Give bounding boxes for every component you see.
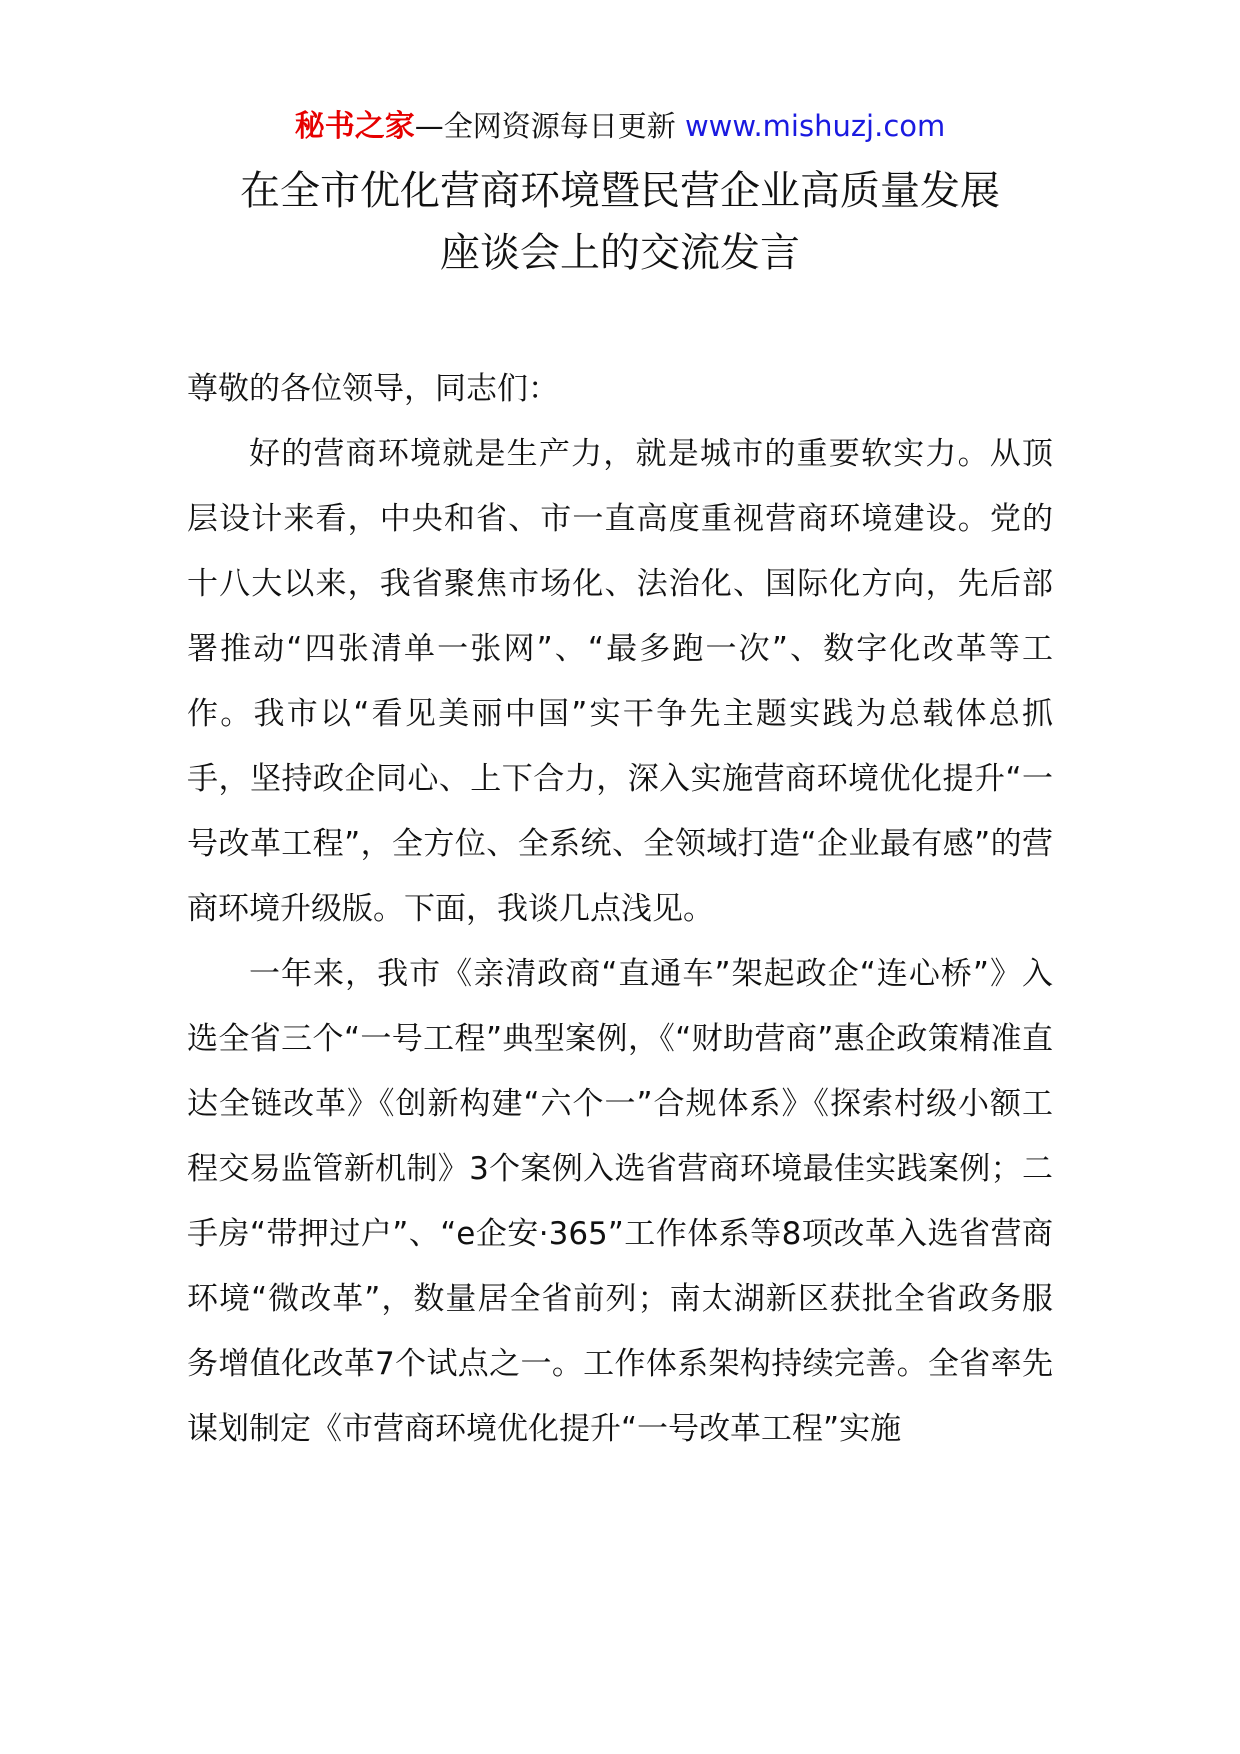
header-tagline: —全网资源每日更新 [414, 109, 676, 143]
document-body [187, 357, 1053, 1462]
title-line-2: 座谈会上的交流发言 [440, 230, 800, 276]
document-title [0, 160, 1240, 284]
brand-name: 秘书之家 [294, 109, 415, 144]
salutation: 尊敬的各位领导，同志们： [187, 371, 559, 407]
paragraph-2: 一年来，我市《亲清政商“直通车”架起政企“连心桥”》入选全省三个“一号工程”典型案例，《“财助营商”惠企政策精准直达全链改革》《创新构建“六个一”合规体系》《探索村级小额工程交易监管新机制》3个案例入选省营商环境最佳实践案例；二手房“带押过户”、“e企安·365”工作体系等8项改革入选省营商环境“微改革”，数量居全省前列；南太湖新区获批全省政务服务增值化改革7个试点之一。工作体系架构持续完善。全省率先谋划制定《市营商环境优化提升“一号改革工程”实施 [187, 956, 1053, 1447]
paragraph-1: 好的营商环境就是生产力，就是城市的重要软实力。从顶层设计来看，中央和省、市一直高度重视营商环境建设。党的十八大以来，我省聚焦市场化、法治化、国际化方向，先后部署推动“四张清单一张网”、“最多跑一次”、数字化改革等工作。我市以“看见美丽中国”实干争先主题实践为总载体总抓手，坚持政企同心、上下合力，深入实施营商环境优化提升“一号改革工程”，全方位、全系统、全领域打造“企业最有感”的营商环境升级版。下面，我谈几点浅见。 [187, 436, 1053, 927]
site-url-link[interactable]: www.mishuzj.com [684, 109, 946, 143]
title-line-1: 在全市优化营商环境暨民营企业高质量发展 [240, 168, 1000, 214]
site-header [0, 104, 1240, 149]
